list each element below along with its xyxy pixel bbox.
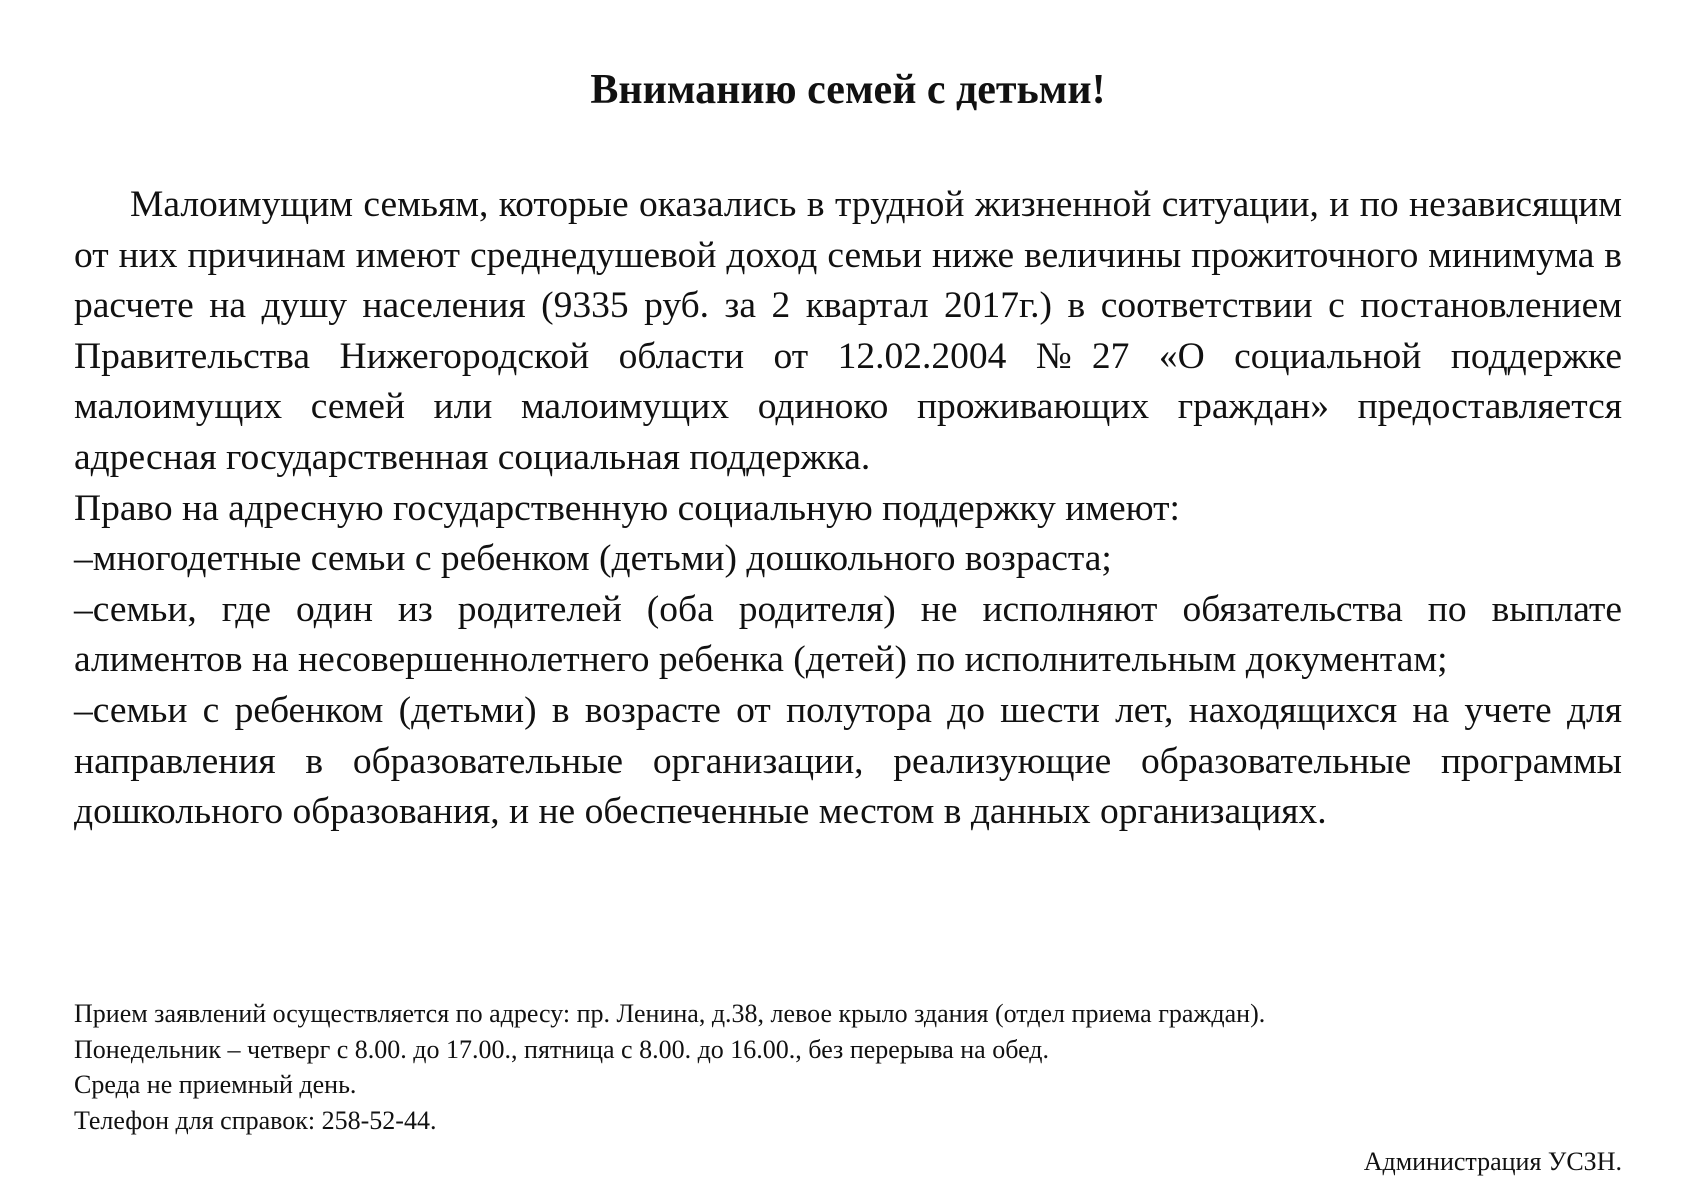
reception-closed-day: Среда не приемный день. xyxy=(74,1070,357,1099)
document-page xyxy=(74,0,1622,1191)
reception-phone: Телефон для справок: 258-52-44. xyxy=(74,1105,437,1135)
signature: Администрация УСЗН. xyxy=(1363,1147,1622,1176)
rights-heading: Право на адресную государственную социальную поддержку имеют: xyxy=(74,487,1180,529)
eligible-item-preschool-queue: –семьи с ребенком (детьми) в возрасте от полутора до шести лет, находящихся на учете для направления в образовательные организации, реализующие образовательные программы дошкольного образования, и не обеспеченные местом в данных организациях. xyxy=(74,689,1622,833)
reception-info xyxy=(74,996,1622,1138)
intro-paragraph: Малоимущим семьям, которые оказались в трудной жизненной ситуации, и по независящим от них причинам имеют среднедушевой доход семьи ниже величины прожиточного минимума в расчете на душу населения (9335 руб. за 2 квартал 2017г.) в соответствии с постановлением Правительства Нижегородской области от 12.02.2004 №27 «О социальной поддержке малоимущих семей или малоимущих одиноко проживающих граждан» предоставляется адресная государственная социальная поддержка. xyxy=(74,184,1622,478)
eligible-item-alimony: –семьи, где один из родителей (оба родителя) не исполняют обязательства по выплате алиментов на несовершеннолетнего ребенка (детей) по исполнительным документам; xyxy=(74,588,1622,681)
reception-hours: Понедельник – четверг с 8.00. до 17.00., пятница с 8.00. до 16.00., без перерыва на обед. xyxy=(74,1034,1050,1064)
reception-address: Прием заявлений осуществляется по адресу: пр. Ленина, д.38, левое крыло здания (отдел приема граждан). xyxy=(74,999,1266,1028)
eligible-item-large-families: –многодетные семьи с ребенком (детьми) дошкольного возраста; xyxy=(74,538,1112,580)
document-body xyxy=(74,180,1622,838)
document-title: Вниманию семей с детьми! xyxy=(590,67,1106,113)
